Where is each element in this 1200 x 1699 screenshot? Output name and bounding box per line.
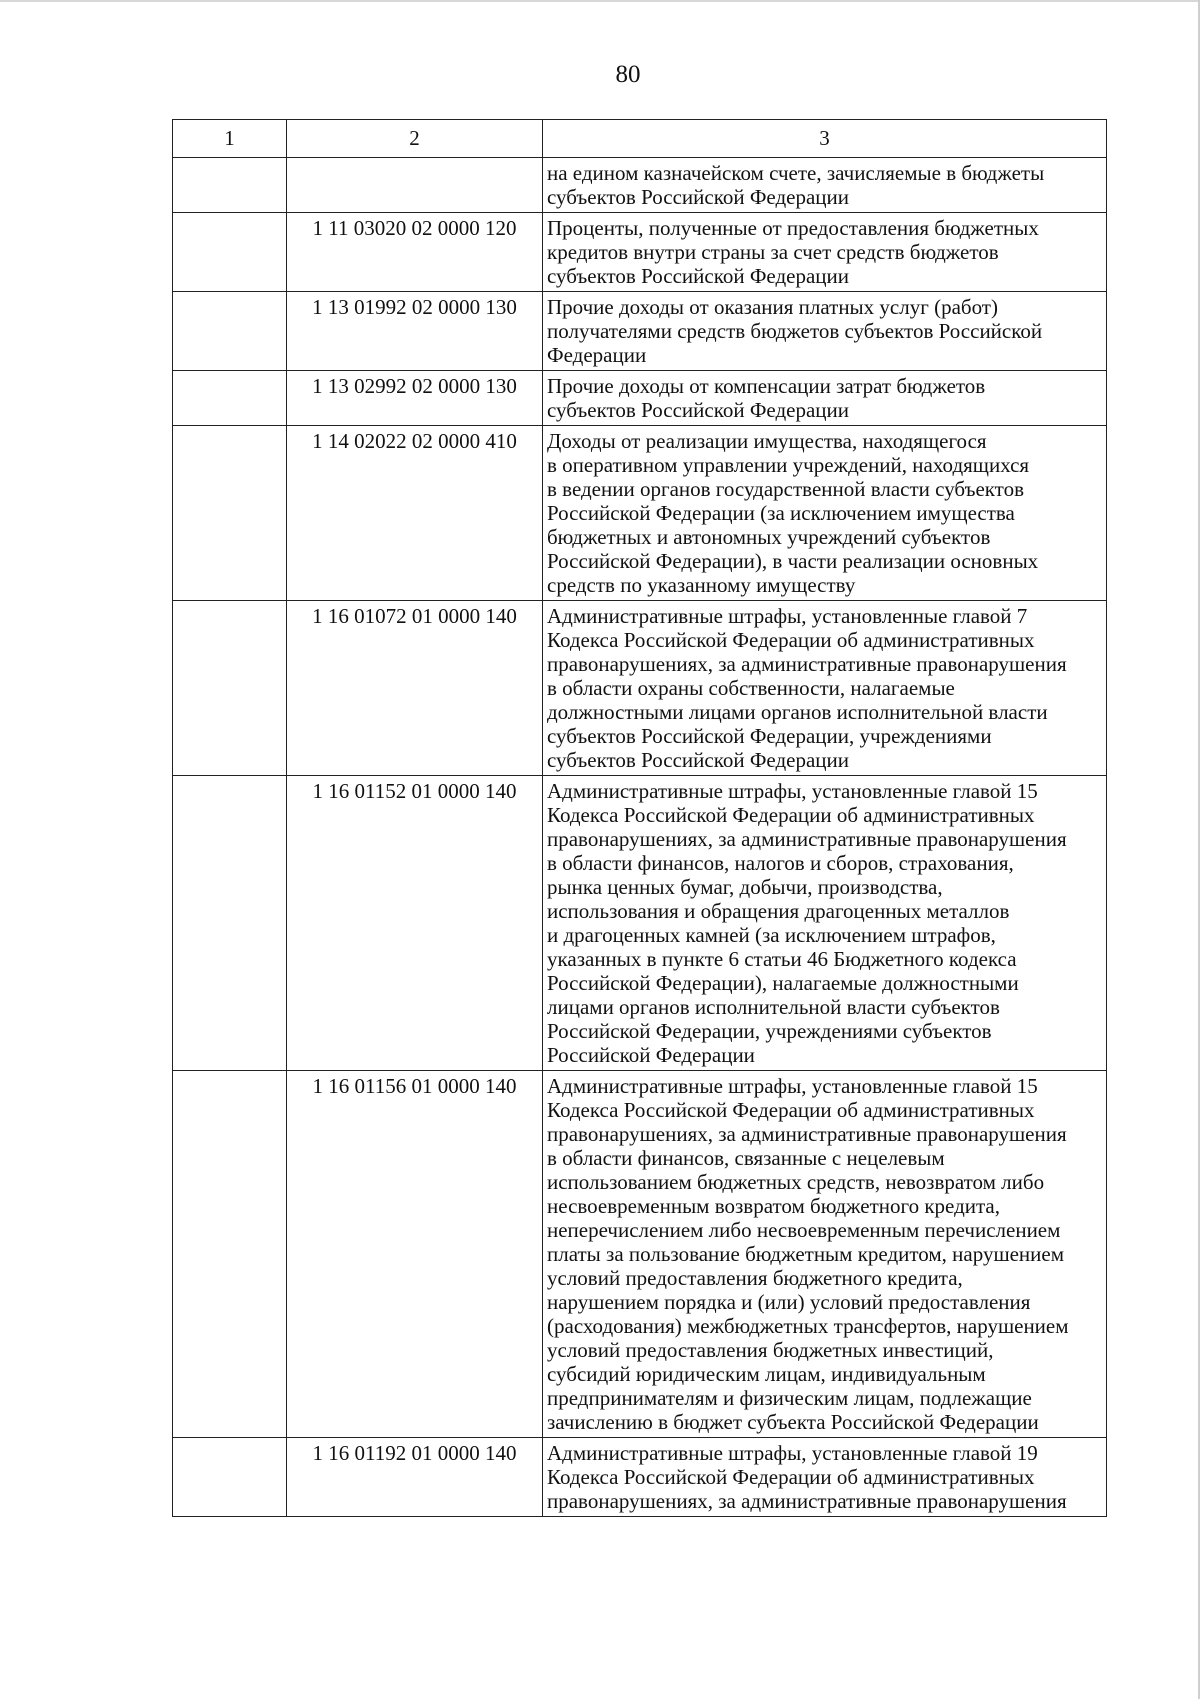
description-line: средств по указанному имуществу xyxy=(547,573,856,597)
header-col-2: 2 xyxy=(287,120,543,158)
table-row xyxy=(173,601,1107,776)
description-line: субъектов Российской Федерации xyxy=(547,398,850,422)
classification-code-cell xyxy=(287,158,543,213)
table-row xyxy=(173,371,1107,426)
description-line: субсидий юридическим лицам, индивидуальным xyxy=(547,1362,986,1386)
description-cell xyxy=(543,601,1107,776)
description-line: Кодекса Российской Федерации об административных xyxy=(547,803,1035,827)
classification-code-cell: 1 13 02992 02 0000 130 xyxy=(287,371,543,426)
description-cell xyxy=(543,213,1107,292)
table-row xyxy=(173,1438,1107,1517)
row-number-cell xyxy=(173,213,287,292)
description-line: нарушением порядка и (или) условий предоставления xyxy=(547,1290,1031,1314)
description-line: Административные штрафы, установленные главой 7 xyxy=(547,604,1028,628)
row-number-cell xyxy=(173,776,287,1071)
description-line: предпринимателям и физическим лицам, подлежащие xyxy=(547,1386,1032,1410)
table-row xyxy=(173,776,1107,1071)
description-line: Российской Федерации, учреждениями субъектов xyxy=(547,1019,992,1043)
description-line: Прочие доходы от компенсации затрат бюджетов xyxy=(547,374,986,398)
description-line: правонарушениях, за административные правонарушения xyxy=(547,1489,1067,1513)
description-line: Кодекса Российской Федерации об административных xyxy=(547,1465,1035,1489)
page-number: 80 xyxy=(615,61,641,88)
table-row xyxy=(173,426,1107,601)
description-line: Доходы от реализации имущества, находящегося xyxy=(547,429,987,453)
description-line: и драгоценных камней (за исключением штрафов, xyxy=(547,923,996,947)
description-line: в ведении органов государственной власти субъектов xyxy=(547,477,1025,501)
description-line: в области финансов, связанные с нецелевым xyxy=(547,1146,945,1170)
row-number-cell xyxy=(173,371,287,426)
description-cell xyxy=(543,1071,1107,1438)
description-line: Кодекса Российской Федерации об административных xyxy=(547,1098,1035,1122)
description-line: Российской Федерации), в части реализации основных xyxy=(547,549,1039,573)
table-row xyxy=(173,213,1107,292)
classification-code-cell: 1 16 01156 01 0000 140 xyxy=(287,1071,543,1438)
table-row xyxy=(173,292,1107,371)
description-line: лицами органов исполнительной власти субъектов xyxy=(547,995,1000,1019)
description-line: указанных в пункте 6 статьи 46 Бюджетного кодекса xyxy=(547,947,1017,971)
description-line: Российской Федерации (за исключением имущества xyxy=(547,501,1015,525)
description-cell xyxy=(543,1438,1107,1517)
description-line: должностными лицами органов исполнительной власти xyxy=(547,700,1048,724)
description-line: правонарушениях, за административные правонарушения xyxy=(547,827,1067,851)
row-number-cell xyxy=(173,1071,287,1438)
description-line: в области охраны собственности, налагаемые xyxy=(547,676,955,700)
description-line: несвоевременным возвратом бюджетного кредита, xyxy=(547,1194,1000,1218)
description-line: бюджетных и автономных учреждений субъектов xyxy=(547,525,991,549)
row-number-cell xyxy=(173,292,287,371)
description-line: в области финансов, налогов и сборов, страхования, xyxy=(547,851,1014,875)
description-line: Российской Федерации xyxy=(547,1043,755,1067)
classification-code-cell: 1 13 01992 02 0000 130 xyxy=(287,292,543,371)
description-line: условий предоставления бюджетных инвестиций, xyxy=(547,1338,994,1362)
description-line: зачислению в бюджет субъекта Российской Федерации xyxy=(547,1410,1039,1434)
description-cell xyxy=(543,292,1107,371)
row-number-cell xyxy=(173,1438,287,1517)
table-row xyxy=(173,158,1107,213)
description-cell xyxy=(543,158,1107,213)
description-cell xyxy=(543,776,1107,1071)
description-cell xyxy=(543,426,1107,601)
description-line: субъектов Российской Федерации, учреждениями xyxy=(547,724,992,748)
description-line: Проценты, полученные от предоставления бюджетных xyxy=(547,216,1039,240)
row-number-cell xyxy=(173,158,287,213)
description-line: Административные штрафы, установленные главой 15 xyxy=(547,779,1038,803)
row-number-cell xyxy=(173,601,287,776)
description-line: платы за пользование бюджетным кредитом, нарушением xyxy=(547,1242,1065,1266)
table-header-row xyxy=(173,120,1107,158)
header-col-1: 1 xyxy=(173,120,287,158)
description-line: рынка ценных бумаг, добычи, производства, xyxy=(547,875,943,899)
description-line: Прочие доходы от оказания платных услуг (работ) xyxy=(547,295,998,319)
description-line: неперечислением либо несвоевременным перечислением xyxy=(547,1218,1061,1242)
revenue-codes-table xyxy=(172,119,1107,1517)
description-line: субъектов Российской Федерации xyxy=(547,748,850,772)
description-cell xyxy=(543,371,1107,426)
row-number-cell xyxy=(173,426,287,601)
description-line: (расходования) межбюджетных трансфертов, нарушением xyxy=(547,1314,1069,1338)
header-col-3: 3 xyxy=(543,120,1107,158)
description-line: правонарушениях, за административные правонарушения xyxy=(547,652,1067,676)
description-line: Российской Федерации), налагаемые должностными xyxy=(547,971,1019,995)
table-row xyxy=(173,1071,1107,1438)
classification-code-cell: 1 16 01192 01 0000 140 xyxy=(287,1438,543,1517)
description-line: использованием бюджетных средств, невозвратом либо xyxy=(547,1170,1045,1194)
description-line: субъектов Российской Федерации xyxy=(547,264,850,288)
description-line: Кодекса Российской Федерации об административных xyxy=(547,628,1035,652)
description-line: на едином казначейском счете, зачисляемые в бюджеты xyxy=(547,161,1045,185)
classification-code-cell: 1 16 01072 01 0000 140 xyxy=(287,601,543,776)
description-line: правонарушениях, за административные правонарушения xyxy=(547,1122,1067,1146)
scan-edge-top xyxy=(0,0,1200,2)
description-line: в оперативном управлении учреждений, находящихся xyxy=(547,453,1030,477)
description-line: использования и обращения драгоценных металлов xyxy=(547,899,1010,923)
description-line: Федерации xyxy=(547,343,647,367)
description-line: субъектов Российской Федерации xyxy=(547,185,850,209)
classification-code-cell: 1 14 02022 02 0000 410 xyxy=(287,426,543,601)
classification-code-cell: 1 11 03020 02 0000 120 xyxy=(287,213,543,292)
description-line: получателями средств бюджетов субъектов Российской xyxy=(547,319,1043,343)
description-line: Административные штрафы, установленные главой 19 xyxy=(547,1441,1038,1465)
description-line: условий предоставления бюджетного кредита, xyxy=(547,1266,963,1290)
description-line: Административные штрафы, установленные главой 15 xyxy=(547,1074,1038,1098)
classification-code-cell: 1 16 01152 01 0000 140 xyxy=(287,776,543,1071)
table-body xyxy=(173,158,1107,1517)
description-line: кредитов внутри страны за счет средств бюджетов xyxy=(547,240,999,264)
